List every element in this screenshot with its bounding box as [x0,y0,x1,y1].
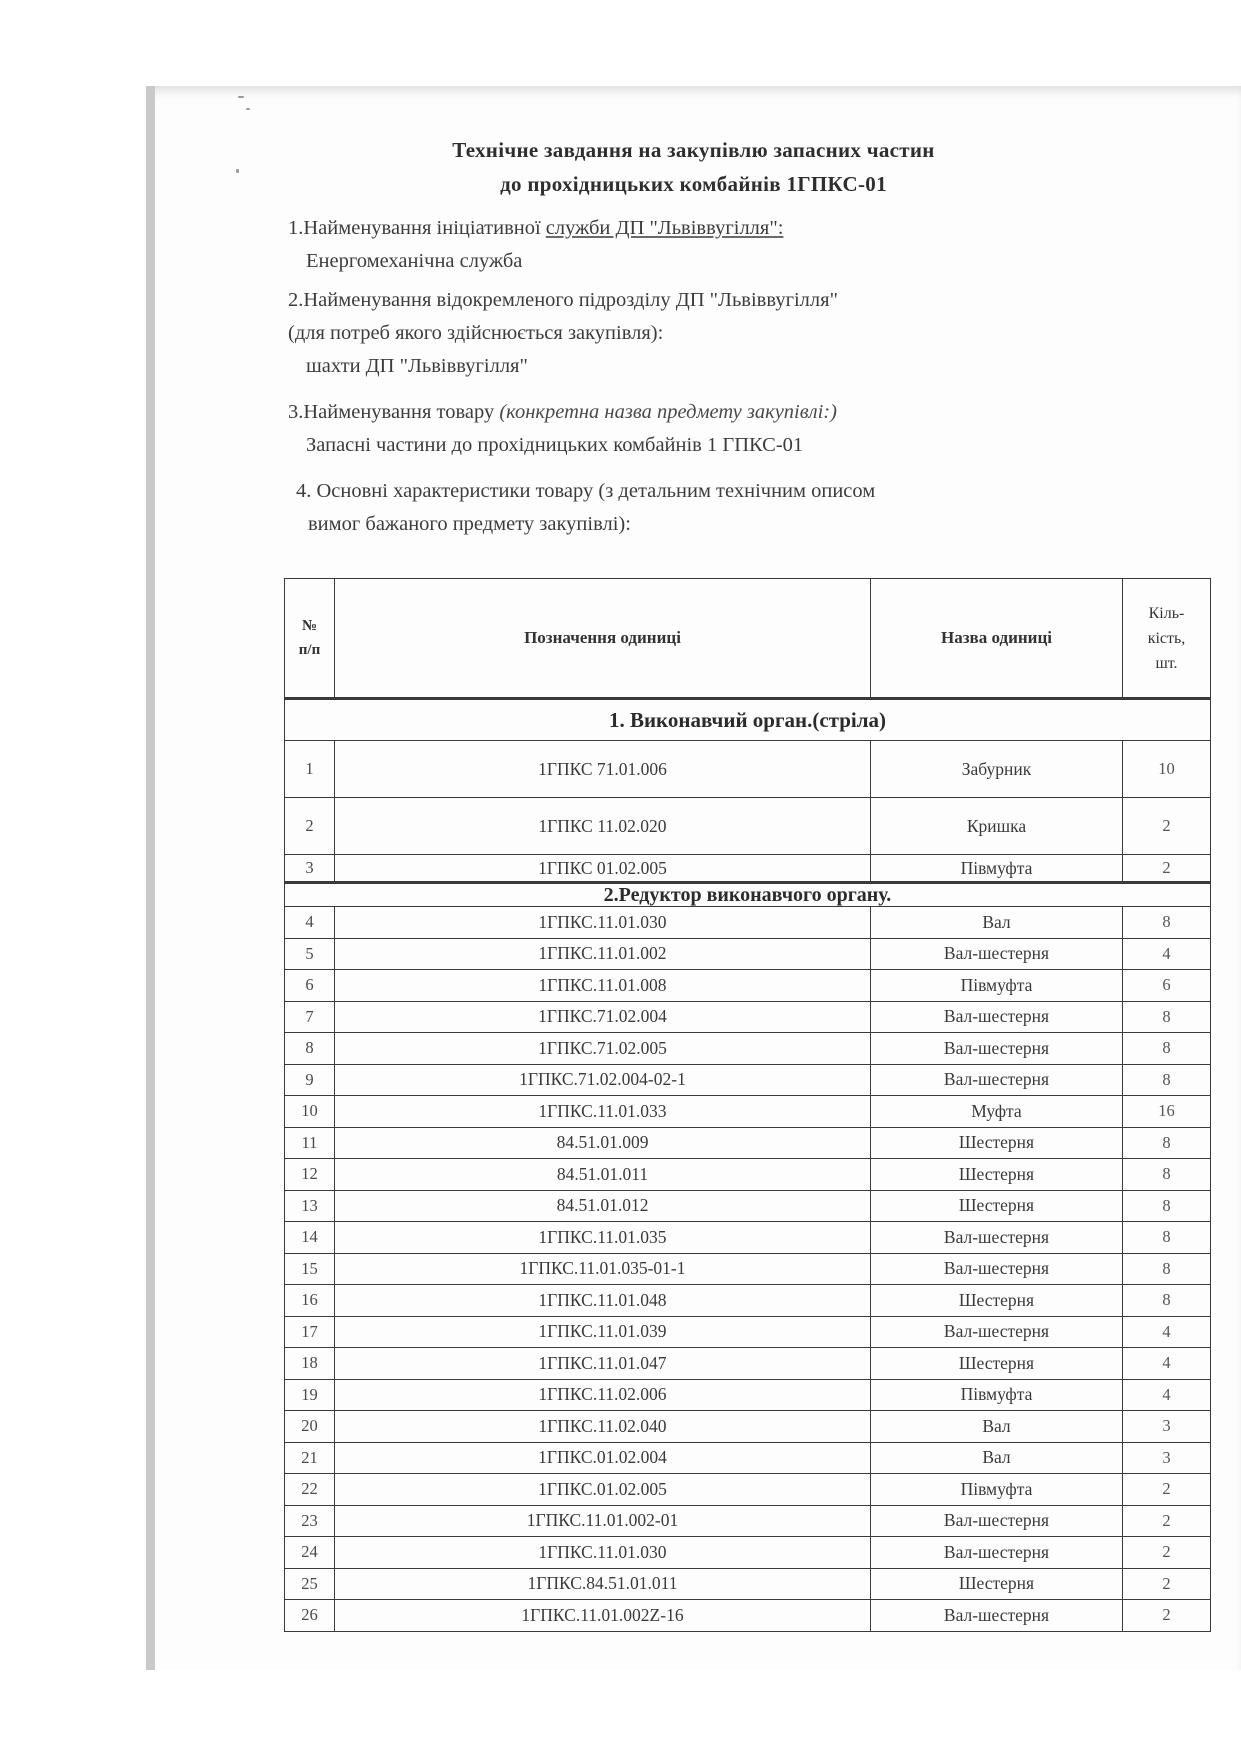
row-name: Вал-шестерня [871,938,1123,970]
row-quantity: 3 [1123,1411,1211,1443]
row-number: 4 [285,907,335,939]
row-name: Півмуфта [871,855,1123,883]
row-designation: 1ГПКС.84.51.01.011 [335,1568,871,1600]
row-name: Півмуфта [871,1474,1123,1506]
row-name: Шестерня [871,1127,1123,1159]
table-row [285,741,1211,798]
section-4-line-1: 4. Основні характеристики товару (з детальним технічним описом [296,480,876,502]
row-quantity: 2 [1123,1568,1211,1600]
section-2 [288,284,838,383]
section-1-label: 1.Найменування ініціативної [288,217,546,239]
row-designation: 1ГПКС.71.02.004 [335,1001,871,1033]
row-quantity: 8 [1123,1285,1211,1317]
table-row [285,1159,1211,1191]
row-quantity: 8 [1123,1127,1211,1159]
row-name: Вал-шестерня [871,1064,1123,1096]
row-number: 21 [285,1442,335,1474]
row-number: 19 [285,1379,335,1411]
row-number: 1 [285,741,335,798]
row-name: Забурник [871,741,1123,798]
table-row [285,1001,1211,1033]
row-number: 23 [285,1505,335,1537]
row-designation: 1ГПКС 11.02.020 [335,798,871,855]
row-name: Шестерня [871,1348,1123,1380]
row-designation: 1ГПКС 01.02.005 [335,855,871,883]
table-row [285,1411,1211,1443]
section-3-note: (конкретна назва предмету закупівлі:) [499,401,837,423]
scanned-page [146,86,1241,1670]
table-row [285,1253,1211,1285]
table-row [285,1474,1211,1506]
row-name: Муфта [871,1096,1123,1128]
table-row [285,1600,1211,1632]
table-row [285,1348,1211,1380]
row-number: 3 [285,855,335,883]
row-quantity: 8 [1123,1001,1211,1033]
table-row [285,855,1211,883]
row-name: Півмуфта [871,1379,1123,1411]
parts-table [284,578,1211,1632]
row-designation: 84.51.01.009 [335,1127,871,1159]
row-quantity: 4 [1123,1316,1211,1348]
row-quantity: 4 [1123,1348,1211,1380]
row-quantity: 4 [1123,1379,1211,1411]
row-designation: 1ГПКС.11.01.030 [335,1537,871,1569]
row-quantity: 8 [1123,1159,1211,1191]
row-designation: 1ГПКС.11.01.048 [335,1285,871,1317]
table-row [285,1316,1211,1348]
table-row [285,1379,1211,1411]
row-number: 10 [285,1096,335,1128]
row-designation: 1ГПКС.11.01.002-01 [335,1505,871,1537]
row-designation: 1ГПКС.11.01.035 [335,1222,871,1254]
row-name: Вал-шестерня [871,1316,1123,1348]
row-name: Вал [871,1411,1123,1443]
scan-speck [238,96,244,98]
row-quantity: 2 [1123,1600,1211,1632]
section-2-label: 2.Найменування відокремленого підрозділу ДП "Львіввугілля" [288,289,838,311]
row-designation: 1ГПКС.01.02.004 [335,1442,871,1474]
header-name: Назва одиниці [871,579,1123,699]
row-quantity: 2 [1123,1505,1211,1537]
row-quantity: 10 [1123,741,1211,798]
row-designation: 1ГПКС.11.01.033 [335,1096,871,1128]
group-heading-1: 1. Виконавчий орган.(стріла) [285,699,1211,741]
section-3-label: 3.Найменування товару [288,401,500,423]
row-name: Вал [871,1442,1123,1474]
row-number: 5 [285,938,335,970]
row-number: 17 [285,1316,335,1348]
row-name: Вал-шестерня [871,1033,1123,1065]
section-3 [288,396,837,462]
row-quantity: 2 [1123,798,1211,855]
row-designation: 1ГПКС.11.01.030 [335,907,871,939]
row-designation: 1ГПКС.71.02.005 [335,1033,871,1065]
row-number: 11 [285,1127,335,1159]
row-quantity: 6 [1123,970,1211,1002]
header-quantity-line-3: шт. [1155,654,1178,672]
row-number: 12 [285,1159,335,1191]
row-name: Шестерня [871,1568,1123,1600]
row-name: Вал-шестерня [871,1001,1123,1033]
header-designation: Позначення одиниці [335,579,871,699]
table-row [285,1064,1211,1096]
table-row [285,938,1211,970]
table-row [285,970,1211,1002]
row-name: Півмуфта [871,970,1123,1002]
table-row [285,1505,1211,1537]
document-title-line-1: Технічне завдання на закупівлю запасних частин [452,138,935,162]
row-designation: 1ГПКС 71.01.006 [335,741,871,798]
header-number-line-2: п/п [298,642,321,658]
row-quantity: 8 [1123,1190,1211,1222]
row-designation: 1ГПКС.11.02.006 [335,1379,871,1411]
row-quantity: 2 [1123,1474,1211,1506]
section-4-line-2: вимог бажаного предмету закупівлі): [308,513,631,535]
table-row [285,907,1211,939]
row-name: Вал-шестерня [871,1222,1123,1254]
group-heading-row [285,699,1211,741]
table-row [285,1096,1211,1128]
row-number: 14 [285,1222,335,1254]
row-name: Вал-шестерня [871,1505,1123,1537]
row-designation: 1ГПКС.71.02.004-02-1 [335,1064,871,1096]
row-designation: 1ГПКС.11.01.039 [335,1316,871,1348]
row-designation: 1ГПКС.11.01.035-01-1 [335,1253,871,1285]
scan-speck [246,108,250,110]
section-1-value: Енергомеханічна служба [306,250,523,272]
row-name: Шестерня [871,1285,1123,1317]
row-number: 22 [285,1474,335,1506]
document-title-line-2: до прохідницьких комбайнів 1ГПКС-01 [500,172,887,196]
row-number: 9 [285,1064,335,1096]
header-quantity-line-2: кість, [1147,629,1186,647]
row-quantity: 4 [1123,938,1211,970]
row-number: 13 [285,1190,335,1222]
row-name: Шестерня [871,1159,1123,1191]
row-quantity: 8 [1123,1253,1211,1285]
row-designation: 1ГПКС.01.02.005 [335,1474,871,1506]
section-3-value: Запасні частини до прохідницьких комбайнів 1 ГПКС-01 [306,434,804,456]
row-number: 2 [285,798,335,855]
row-designation: 1ГПКС.11.02.040 [335,1411,871,1443]
row-designation: 84.51.01.012 [335,1190,871,1222]
section-1 [288,212,783,278]
table-row [285,1127,1211,1159]
row-number: 8 [285,1033,335,1065]
row-designation: 84.51.01.011 [335,1159,871,1191]
section-1-label-underlined: служби ДП "Львіввугілля": [545,217,784,239]
row-name: Вал-шестерня [871,1600,1123,1632]
row-number: 25 [285,1568,335,1600]
row-number: 7 [285,1001,335,1033]
table-row [285,1537,1211,1569]
row-number: 24 [285,1537,335,1569]
row-number: 20 [285,1411,335,1443]
row-quantity: 16 [1123,1096,1211,1128]
row-quantity: 8 [1123,1064,1211,1096]
row-number: 16 [285,1285,335,1317]
row-number: 26 [285,1600,335,1632]
table-row [285,798,1211,855]
group-heading-row [285,883,1211,907]
table-header-row [285,579,1211,699]
table-row [285,1033,1211,1065]
row-number: 18 [285,1348,335,1380]
row-name: Вал-шестерня [871,1537,1123,1569]
row-quantity: 3 [1123,1442,1211,1474]
row-name: Шестерня [871,1190,1123,1222]
row-name: Вал-шестерня [871,1253,1123,1285]
row-designation: 1ГПКС.11.01.047 [335,1348,871,1380]
row-quantity: 8 [1123,1033,1211,1065]
table-row [285,1442,1211,1474]
row-number: 15 [285,1253,335,1285]
section-2-value: шахти ДП "Львіввугілля" [306,355,528,377]
section-4 [296,475,875,541]
header-number-line-1: № [301,618,318,634]
row-designation: 1ГПКС.11.01.002Z-16 [335,1600,871,1632]
row-name: Вал [871,907,1123,939]
row-designation: 1ГПКС.11.01.008 [335,970,871,1002]
row-designation: 1ГПКС.11.01.002 [335,938,871,970]
header-quantity [1123,579,1211,699]
header-quantity-line-1: Кіль- [1148,604,1185,622]
row-name: Кришка [871,798,1123,855]
section-2-note: (для потреб якого здійснюється закупівля): [288,322,664,344]
table-row [285,1285,1211,1317]
table-row [285,1190,1211,1222]
row-quantity: 2 [1123,1537,1211,1569]
row-quantity: 2 [1123,855,1211,883]
table-row [285,1222,1211,1254]
row-quantity: 8 [1123,907,1211,939]
row-number: 6 [285,970,335,1002]
group-heading-2: 2.Редуктор виконавчого органу. [285,883,1211,907]
header-number [285,579,335,699]
row-quantity: 8 [1123,1222,1211,1254]
table-row [285,1568,1211,1600]
